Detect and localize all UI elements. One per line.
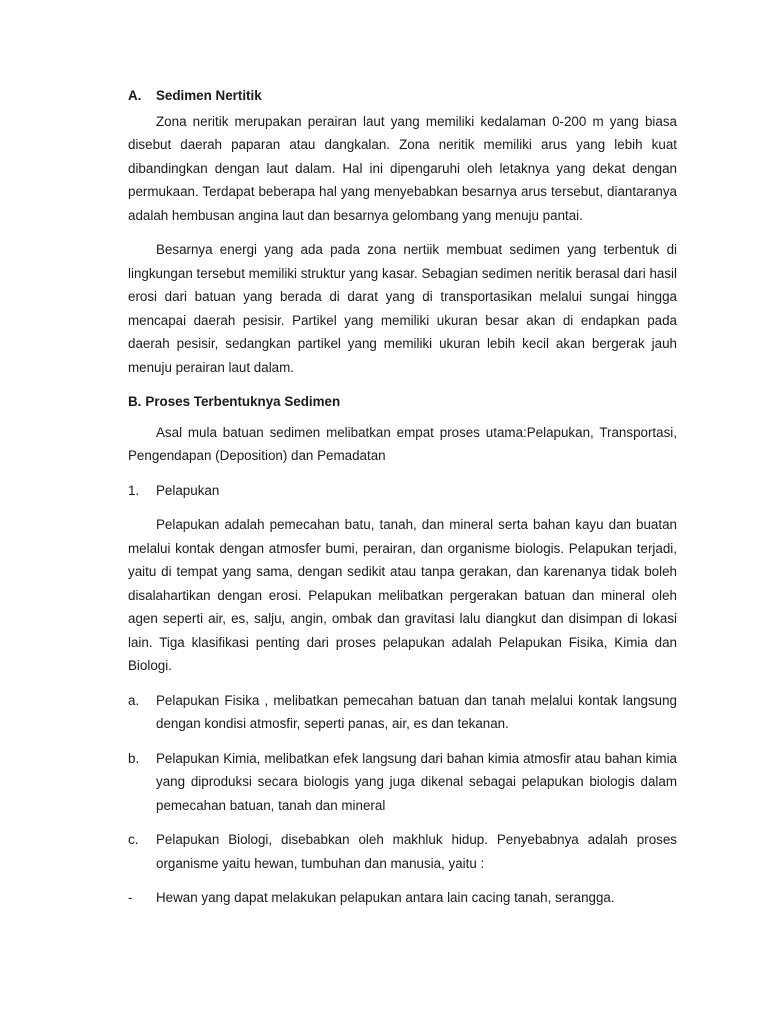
spacer: [128, 468, 677, 479]
section-b-title: Proses Terbentuknya Sedimen: [145, 394, 341, 409]
section-b-heading: [128, 390, 677, 414]
list-item-text: Pelapukan Fisika , melibatkan pemecahan batuan dan tanah melalui kontak langsung dengan kondisi atmosfir, seperti panas, air, es dan tekanan.: [156, 692, 677, 731]
spacer: [128, 227, 677, 238]
section-a-heading: [128, 84, 677, 108]
spacer: [128, 817, 677, 828]
subsection-1-paragraph-1: Pelapukan adalah pemecahan batu, tanah, dan mineral serta bahan kayu dan buatan melalui kontak dengan atmosfer bumi, perairan, dan organisme biologis. Pelapukan terjadi, yaitu di tempat yang sama, dengan sedikit atau tanpa gerakan, dan karenanya tidak boleh disalahartikan dengan erosi. Pelapukan melibatkan pergerakan batuan dan mineral oleh agen seperti air, es, salju, angin, ombak dan gravitasi lalu diangkut dan disimpan di lokasi lain. Tiga klasifikasi penting dari proses pelapukan adalah Pelapukan Fisika, Kimia dan Biologi.: [128, 517, 677, 673]
spacer: [128, 379, 677, 390]
section-a-paragraph-2: Besarnya energi yang ada pada zona nertiik membuat sedimen yang terbentuk di lingkungan tersebut memiliki struktur yang kasar. Sebagian sedimen neritik berasal dari hasil erosi dari batuan yang berada di darat yang di transportasikan melalui sungai hingga mencapai daerah pesisir. Partikel yang memiliki ukuran besar akan di endapkan pada daerah pesisir, sedangkan partikel yang memiliki ukuran lebih kecil akan bergerak jauh menuju perairan laut dalam.: [128, 242, 677, 375]
spacer: [128, 875, 677, 886]
list-item-marker: c.: [128, 832, 139, 847]
spacer: [128, 736, 677, 747]
list-item-marker: a.: [128, 692, 140, 708]
list-item-marker: b.: [128, 750, 140, 766]
section-b-paragraph-1: Asal mula batuan sedimen melibatkan empat proses utama:Pelapukan, Transportasi, Pengendapan (Deposition) dan Pemadatan: [128, 424, 677, 463]
list-item-marker: -: [128, 890, 133, 905]
list-item-text: Pelapukan Biologi, disebabkan oleh makhluk hidup. Penyebabnya adalah proses organisme yaitu hewan, tumbuhan dan manusia, yaitu :: [156, 832, 677, 871]
list-item: [128, 828, 677, 875]
subsection-1-title: Pelapukan: [156, 482, 220, 498]
list-item: [128, 689, 677, 736]
section-a-paragraph-1: Zona neritik merupakan perairan laut yang memiliki kedalaman 0-200 m yang biasa disebut daerah paparan atau dangkalan. Zona neritik memiliki arus yang lebih kuat dibandingkan dengan laut dalam. Hal ini dipengaruhi oleh letaknya yang dekat dengan permukaan. Terdapat beberapa hal yang menyebabkan besarnya arus tersebut, diantaranya adalah hembusan angina laut dan besarnya gelombang yang menuju pantai.: [128, 113, 677, 223]
subsection-1-marker: 1.: [128, 482, 140, 498]
spacer: [128, 502, 677, 513]
section-b-marker: B.: [128, 394, 142, 409]
list-item-text: Hewan yang dapat melakukan pelapukan antara lain cacing tanah, serangga.: [156, 890, 615, 905]
subsection-1-heading: [128, 479, 677, 503]
list-item: [128, 886, 677, 910]
section-a-marker: A.: [128, 88, 142, 103]
list-item-text: Pelapukan Kimia, melibatkan efek langsung dari bahan kimia atmosfir atau bahan kimia yang diproduksi secara biologis yang juga dikenal sebagai pelapukan biologis dalam pemecahan batuan, tanah dan mineral: [156, 750, 677, 813]
list-item: [128, 747, 677, 818]
spacer: [128, 678, 677, 689]
section-a-title: Sedimen Nertitik: [156, 88, 262, 103]
